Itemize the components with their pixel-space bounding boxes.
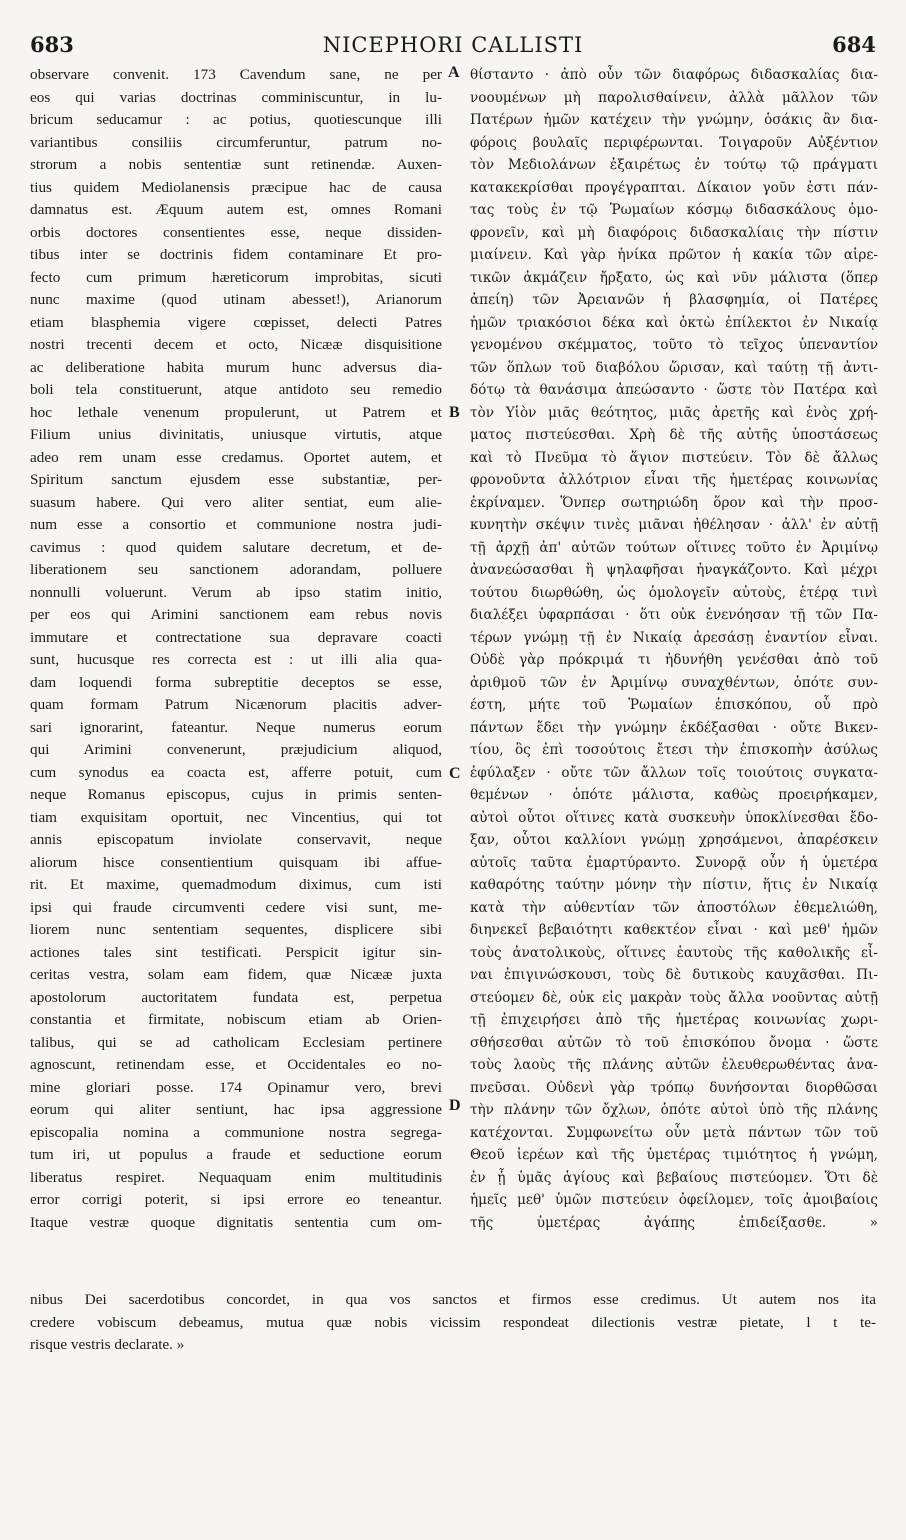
page-number-right: 684: [832, 32, 876, 57]
text-line: agnoscunt, retinendam esse, et Occidentales eo no-: [30, 1056, 442, 1073]
text-line: cavimus : quod quidem salutare decretum, et de-: [30, 538, 442, 556]
text-line: aliorum hisce consentientium quisquam ibi affue-: [30, 853, 442, 871]
text-line: quam formam Patrum Nicænorum placitis adver-: [30, 696, 442, 713]
text-line: τας τοὺς ἐν τῷ Ῥωμαίων κόσμῳ διδασκάλους ὁμο-: [470, 202, 878, 218]
text-line: τικῶν ἀκμάζειν ἤρξατο, ὡς καὶ νῦν μάλιστα (ὅπερ: [470, 269, 878, 286]
text-line: qui Arimini convenerunt, præjudicium aliquod,: [30, 741, 442, 758]
running-title: NICEPHORI CALLISTI: [322, 33, 584, 57]
text-line: ἀνανεώσασθαι ἢ ψηλαφῆσαι ἠναγκάζοντο. Καὶ μέχρι: [470, 562, 878, 578]
text-line: ἡμῶν τριακόσιοι δέκα καὶ ὀκτὼ ἐπίλεκτοι ἐν Νικαίᾳ: [470, 314, 878, 331]
text-line: neque Romanus episcopus, cujus in primis senten-: [30, 786, 442, 803]
text-line: Itaque vestræ quoque dignitatis sententia cum om-: [30, 1213, 442, 1231]
text-line: hoc lethale venenum propulerunt, ut Patrem et: [30, 403, 442, 421]
latin-column: [30, 64, 442, 1234]
text-line: διαλέξει ὑφαρπάσαι · ὅτι οὐκ ἐνενόησαν τῇ τῶν Πα-: [470, 607, 878, 623]
text-line: immutare et contrectatione sua depravare coacti: [30, 628, 442, 646]
text-line: rit. Et maxime, quemadmodum diximus, cum isti: [30, 876, 442, 893]
text-line: νοουμένων μὴ παρολισθαίνειν, ἀλλὰ μᾶλλον τῶν: [470, 89, 878, 106]
text-line: nunc maxime (quod utinam abesset!), Arianorum: [30, 291, 442, 308]
text-line: αὐτοὶ οὗτοι οἵτινες κατὰ συσκευὴν ὑποκλίνεσθαι ἔδο-: [470, 809, 878, 826]
text-line: καὶ τὸ Πνεῦμα τὸ ἅγιον πιστεύειν. Τὸν δὲ ἄλλως: [470, 449, 878, 466]
text-line: liberationem seu sanctionem adorandam, polluere: [30, 561, 442, 578]
text-line: Filium unius divinitatis, uniusque virtutis, atque: [30, 426, 442, 443]
text-line: nostri trecenti decem et octo, Nicææ disquisitione: [30, 336, 442, 353]
text-line: μιαίνειν. Καὶ γὰρ ἡνίκα πρῶτον ἡ κακία τῶν αἱρε-: [470, 247, 878, 263]
greek-column: [470, 64, 878, 1234]
running-header: [30, 28, 876, 62]
text-line: γενομένου σκέμματος, τοῦτο τὸ τεῖχος ὑπεναντίον: [470, 337, 878, 353]
text-line: sunt, hucusque res correcta est : ut illi alia qua-: [30, 651, 442, 668]
text-line: ξαν, οὗτοι καλλίονι γνώμῃ χρησάμενοι, ἀπαρέσκειν: [470, 832, 878, 848]
text-line: κυνητὴν σκέψιν τινὲς μιᾶναι ἠθέλησαν · ἀλλ' ἐν αὐτῇ: [470, 517, 878, 533]
text-line: ναι ἐπιγινώσκουσι, τοὺς δὲ δυτικοὺς καυχᾶσθαι. Πι-: [470, 967, 878, 983]
text-line: variantibus consiliis circumferuntur, patrum no-: [30, 133, 442, 151]
text-line: τῇ ἀρχῇ ἀπ' αὐτῶν τούτων οἵτινες τοῦτο ἐν Ἀριμίνῳ: [470, 539, 878, 556]
text-line: Οὐδὲ γὰρ πρόκριμά τι ἠδυνήθη γενέσθαι ἀπὸ τοῦ: [470, 652, 878, 668]
text-line: tius quidem Mediolanensis præcipue hac de causa: [30, 178, 442, 196]
text-line: σθήσεσθαι αὐτῶν τὸ τοῦ ἐπισκόπου ὄνομα · ὥστε: [470, 1034, 878, 1051]
text-line: constantia et firmitate, nobiscum etiam ab Orien-: [30, 1011, 442, 1028]
text-line: τῇ ἐπιχειρήσει ἀπὸ τῆς ἡμετέρας κοινωνίας χωρι-: [470, 1012, 878, 1028]
text-line: ἡμεῖς μεθ' ὑμῶν πιστεύειν ὀφείλομεν, τοῖς ἀμοιβαίοις: [470, 1192, 878, 1208]
text-line: τοὺς ἀνατολικοὺς, οἵτινες ἑαυτοὺς τῆς καθολικῆς εἶ-: [470, 944, 878, 961]
text-line: damnatus est. Æquum autem est, omnes Romani: [30, 201, 442, 218]
text-line: ceritas vestra, solam eam fidem, quæ Nicææ juxta: [30, 966, 442, 983]
text-line: θεμένων · ὁπότε μάλιστα, καθὼς προειρήκαμεν,: [470, 787, 878, 803]
text-line: ἀπείη) τῶν Ἀρειανῶν ἡ βλασφημία, οἱ Πατέρες: [470, 292, 878, 308]
text-line: boli tela constituerunt, atque antidoto seu remedio: [30, 381, 442, 398]
text-line: per eos qui Arimini sanctionem eam rebus novis: [30, 606, 442, 623]
text-line: num esse a consortio et communione nostra judi-: [30, 516, 442, 533]
text-line: orbis doctores consentientes esse, neque dissiden-: [30, 223, 442, 241]
text-line: fecto cum primum hæreticorum improbitas, sicuti: [30, 268, 442, 286]
text-line: liberatus respiret. Nequaquam enim multitudinis: [30, 1168, 442, 1186]
text-line: etiam blasphemia vigere cœpisset, delecti Patres: [30, 313, 442, 331]
text-line: στεύομεν δὲ, οὐκ εἰς μακρὰν τοὺς ἄλλα νοοῦντας αὐτῇ: [470, 989, 878, 1006]
text-line: πνεῦσαι. Οὐδενὶ γὰρ τρόπῳ δυνήσονται διορθῶσαι: [470, 1079, 878, 1096]
text-line: tibus inter se doctrinis fidem contaminare Et pro-: [30, 246, 442, 263]
text-line: ipsi qui fraude circumventi cedere visi sunt, me-: [30, 898, 442, 916]
text-line: ἐφύλαξεν · οὔτε τῶν ἄλλων τοῖς τοιούτοις συγκατα-: [470, 764, 878, 781]
text-line: ἐκρίναμεν. Ὅνπερ σωτηριώδη ὅρον καὶ τὴν προσ-: [470, 494, 878, 511]
text-line: talibus, qui se ad catholicam Ecclesiam pertinere: [30, 1033, 442, 1051]
margin-letter-d: D: [449, 1097, 461, 1114]
text-line: καθαρότης ταύτην μόνην τὴν πίστιν, ἥτις ἐν Νικαίᾳ: [470, 877, 878, 893]
text-line: tiam exquisitam oportuit, nec Vincentius, qui tot: [30, 808, 442, 826]
text-line: error corrigi poterit, si ipsi errore eo teneantur.: [30, 1191, 442, 1208]
text-line: Spiritum sanctum ejusdem esse substantiæ, per-: [30, 471, 442, 488]
text-line: actiones tales sint testificati. Perspicit igitur sin-: [30, 943, 442, 961]
footer-text: [30, 1289, 876, 1357]
text-line: τίου, ὃς ἐπὶ τοσούτοις ἔτεσι τὴν ἐπισκοπὴν ἀσύλως: [470, 742, 878, 758]
margin-letter-c: C: [449, 765, 461, 782]
text-line: τοὺς λαοὺς τῆς πλάνης αὐτῶν ἐλευθερωθέντας ἀνα-: [470, 1057, 878, 1073]
page-number-left: 683: [30, 32, 74, 57]
text-line: κατέχονται. Συμφωνείτω οὖν μετὰ πάντων τῶν τοῦ: [470, 1124, 878, 1141]
text-line: πάντων ἔδει τὴν γνώμην ἐκδέξασθαι · οὔτε Βικεν-: [470, 719, 878, 736]
text-line: apostolorum auctoritatem fundata est, perpetua: [30, 988, 442, 1006]
text-line: adeo rem unam esse credamus. Oportet autem, et: [30, 448, 442, 466]
text-line: φόροις βουλαῖς περιφέρωνται. Τοιγαροῦν Αὐξέντιον: [470, 134, 878, 151]
text-line: τῆς ὑμετέρας ἀγάπης ἐπιδείξασθε. »: [470, 1214, 878, 1231]
text-line: τὸν Υἱὸν μιᾶς θεότητος, μιᾶς ἀρετῆς καὶ ἑνὸς χρή-: [470, 404, 878, 421]
text-line: φρονεῖν, καὶ μὴ διαφόροις διδασκαλίαις τὴν πίστιν: [470, 224, 878, 241]
text-line: dam loquendi forma subreptitie deceptos se esse,: [30, 673, 442, 691]
text-line: τέρων γνώμῃ τῇ ἐν Νικαίᾳ ἀρεσάσῃ ἐναντίον εἶναι.: [470, 629, 878, 646]
text-line: credere vobiscum debeamus, mutua quæ nobis vicissim respondeat dilectionis vestræ pietate, l t te-: [30, 1313, 876, 1331]
text-line: episcopalia nomina a communione nostra segrega-: [30, 1123, 442, 1141]
margin-letter-b: B: [449, 404, 460, 421]
text-line: tum iri, ut populus a fraude et seductione eorum: [30, 1146, 442, 1163]
text-line: observare convenit. 173 Cavendum sane, ne per: [30, 66, 442, 83]
text-line: διηνεκεῖ βεβαιότητι καθεκτέον εἶναι · καὶ μεθ' ἡμῶν: [470, 922, 878, 938]
text-line: mine gloriari posse. 174 Opinamur vero, brevi: [30, 1078, 442, 1096]
text-line: annis episcopatum inviolate conservavit, neque: [30, 831, 442, 848]
text-line: τὴν πλάνην τῶν ὄχλων, ὁπότε αὐτοὶ ὑπὸ τῆς πλάνης: [470, 1102, 878, 1118]
text-line: eos qui varias doctrinas comminiscuntur, in lu-: [30, 88, 442, 106]
text-line: nibus Dei sacerdotibus concordet, in qua vos sanctos et firmos esse credimus. Ut autem nos ita: [30, 1291, 876, 1308]
text-line: suasum habere. Qui vero aliter sentiat, eum alie-: [30, 493, 442, 511]
text-line: ἀριθμοῦ τῶν ἐν Ἀριμίνῳ συναχθέντων, ὁπότε συν-: [470, 674, 878, 691]
text-line: αὐτοῖς ταῦτα ἐμαρτύραντο. Συνορᾷ οὖν ἡ ὑμετέρα: [470, 854, 878, 871]
text-line: κατὰ τὴν αὐθεντίαν τῶν ἀποστόλων ἐθεμελιώθη,: [470, 899, 878, 916]
text-line: sari ignorarint, fateantur. Neque numerus eorum: [30, 718, 442, 736]
text-line: Πατέρων ἡμῶν κατέχειν τὴν γνώμην, ὁσάκις ἂν δια-: [470, 112, 878, 128]
text-line: ἐν ᾗ ὑμᾶς ἁγίους καὶ βεβαίους πιστεύομεν. Ὅτι δὲ: [470, 1169, 878, 1186]
text-line: θίσταντο · ἀπὸ οὖν τῶν διαφόρως διδασκαλίας δια-: [470, 67, 878, 83]
text-line: Θεοῦ ἱερέων καὶ τῆς ὑμετέρας τιμιότητος ἡ γνώμη,: [470, 1147, 878, 1163]
text-line: δότῳ τὰ θανάσιμα ἀπεώσαντο · ὥστε τὸν Πατέρα καὶ: [470, 382, 878, 398]
text-line: φρονοῦντα ἀλλότριον εἶναι τῆς ἡμετέρας κοινωνίας: [470, 472, 878, 488]
text-line: strorum a nobis sententiæ sunt retinendæ. Auxen-: [30, 156, 442, 173]
margin-letter-a: A: [448, 64, 460, 81]
text-line: κατακεκρίσθαι προγέγραπται. Δίκαιον γοῦν ἐστι πάν-: [470, 179, 878, 196]
text-line: τούτου διωρθώθη, ὡς ὁμολογεῖν αὐτοὺς, ἑτέρᾳ τινὶ: [470, 584, 878, 601]
text-line: eorum qui aliter sentiunt, hac ipsa aggressione: [30, 1101, 442, 1118]
text-line: cum synodus ea coacta est, afferre potuit, cum: [30, 763, 442, 781]
text-line: τῶν ὅπλων τοῦ διαβόλου ὥρισαν, καὶ ταύτῃ τῇ ἀντι-: [470, 359, 878, 376]
text-line: ματος πιστεύεσθαι. Χρὴ δὲ τῆς αὐτῆς ὑποστάσεως: [470, 427, 878, 443]
text-line: ac deliberatione habita murum hunc adversus dia-: [30, 358, 442, 376]
text-line: bricum seducamur : ac potius, quotiescunque illi: [30, 111, 442, 128]
text-line: risque vestris declarate. »: [30, 1336, 185, 1353]
text-line: έστη, μήτε τοῦ Ῥωμαίων ἐπισκόπου, οὗ πρὸ: [470, 697, 878, 713]
text-line: τὸν Μεδιολάνων ἐξαιρέτως ἐν τούτῳ τῷ πράγματι: [470, 157, 878, 173]
text-line: nonnulli voluerunt. Verum ab ipso statim initio,: [30, 583, 442, 601]
text-line: liorem nunc sententiam sequentes, displicere sibi: [30, 921, 442, 938]
